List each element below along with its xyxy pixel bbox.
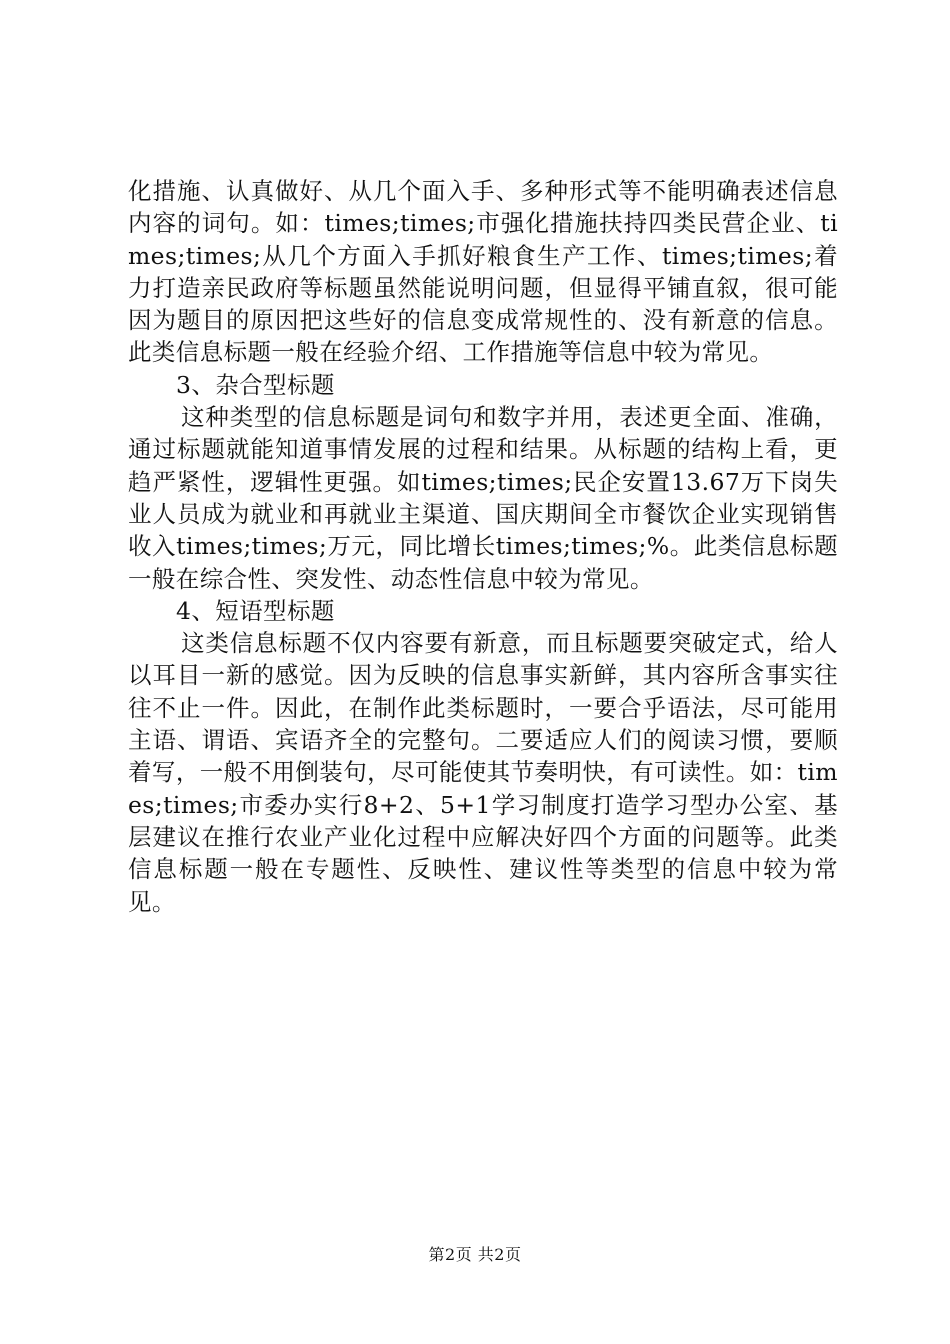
section-heading-4: 4、短语型标题 bbox=[176, 596, 335, 625]
paragraph-mixed-title: 这种类型的信息标题是词句和数字并用，表述更全面、准确，通过标题就能知道事情发展的过程和结果。从标题的结构上看，更趋严紧性，逻辑性更强。如times;times;民企安置13.67万下岗失业人员成为就业和再就业主渠道、国庆期间全市餐饮企业实现销售收入times;times;万元，同比增长times;times;%。此类信息标题一般在综合性、突发性、动态性信息中较为常见。 bbox=[128, 403, 838, 593]
section-heading-3: 3、杂合型标题 bbox=[176, 370, 335, 399]
document-body bbox=[128, 175, 838, 918]
paragraph-continued: 化措施、认真做好、从几个面入手、多种形式等不能明确表述信息内容的词句。如：times;times;市强化措施扶持四类民营企业、times;times;从几个方面入手抓好粮食生产工作、times;times;着力打造亲民政府等标题虽然能说明问题，但显得平铺直叙，很可能因为题目的原因把这些好的信息变成常规性的、没有新意的信息。此类信息标题一般在经验介绍、工作措施等信息中较为常见。 bbox=[128, 177, 838, 367]
paragraph-phrase-title: 这类信息标题不仅内容要有新意，而且标题要突破定式，给人以耳目一新的感觉。因为反映的信息事实新鲜，其内容所含事实往往不止一件。因此，在制作此类标题时，一要合乎语法，尽可能用主语、谓语、宾语齐全的完整句。二要适应人们的阅读习惯，要顺着写，一般不用倒装句，尽可能使其节奏明快，有可读性。如：times;times;市委办实行8+2、5+1学习制度打造学习型办公室、基层建议在推行农业产业化过程中应解决好四个方面的问题等。此类信息标题一般在专题性、反映性、建议性等类型的信息中较为常见。 bbox=[128, 629, 838, 916]
page-number-footer: 第2页 共2页 bbox=[428, 1245, 522, 1264]
